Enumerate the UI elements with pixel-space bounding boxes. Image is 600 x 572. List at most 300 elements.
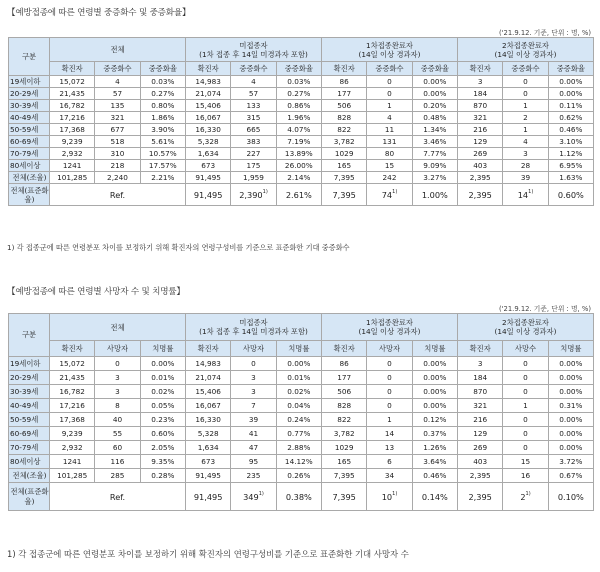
cell: 14,983: [186, 76, 231, 88]
subheader: 확진자: [322, 341, 367, 357]
cell: 0.00%: [412, 76, 457, 88]
row-label: 40-49세: [9, 112, 50, 124]
subheader: 중증화수: [231, 62, 276, 76]
table-row: [9, 427, 594, 441]
cell: 16: [503, 469, 548, 483]
cell: 3: [458, 76, 503, 88]
cell: 0.14%: [412, 483, 457, 511]
cell: 0.00%: [140, 357, 185, 371]
subheader: 사망수: [503, 341, 548, 357]
cell: 2,395: [458, 469, 503, 483]
cell: 7,395: [322, 469, 367, 483]
table-row: [9, 385, 594, 399]
cell: 2: [503, 112, 548, 124]
cell: 6.95%: [548, 160, 593, 172]
cell: 0.01%: [276, 371, 321, 385]
cell: 1,634: [186, 148, 231, 160]
cell: 673: [186, 160, 231, 172]
cell: 1.96%: [276, 112, 321, 124]
subheader: 중증화율: [412, 62, 457, 76]
cell: 0.00%: [548, 413, 593, 427]
header-group-total: 전체: [50, 38, 186, 62]
cell: 2.05%: [140, 441, 185, 455]
cell: 9,239: [50, 136, 95, 148]
cell: 21,074: [186, 88, 231, 100]
row-label: 80세이상: [9, 160, 50, 172]
cell: 74$^{1)}$: [367, 184, 412, 206]
row-label: 60-69세: [9, 136, 50, 148]
cell: 131: [367, 136, 412, 148]
cell: 0.31%: [548, 399, 593, 413]
cell: 218: [95, 160, 140, 172]
cell: 1,959: [231, 172, 276, 184]
cell: 506: [322, 385, 367, 399]
cell: 13.89%: [276, 148, 321, 160]
cell: 0.04%: [276, 399, 321, 413]
table-row: [9, 88, 594, 100]
header-group-unvaccinated: 미접종자 (1차 접종 후 14일 미경과자 포함): [186, 314, 322, 341]
cell: 3.10%: [548, 136, 593, 148]
subheader: 사망자: [367, 341, 412, 357]
cell: 4.07%: [276, 124, 321, 136]
cell: 0.60%: [140, 427, 185, 441]
cell: 175: [231, 160, 276, 172]
cell: 0.27%: [140, 88, 185, 100]
cell: 2.14%: [276, 172, 321, 184]
cell: 0: [503, 371, 548, 385]
cell: 0.11%: [548, 100, 593, 112]
section2-title: 【예방접종에 따른 연령별 사망자 수 및 치명률】: [7, 287, 185, 297]
subheader: 치명률: [276, 341, 321, 357]
row-label: 40-49세: [9, 399, 50, 413]
cell: 0: [95, 357, 140, 371]
cell: 0: [367, 385, 412, 399]
subheader: 치명률: [548, 341, 593, 357]
cell: 0: [503, 385, 548, 399]
cell: 0: [503, 427, 548, 441]
row-label: 20-29세: [9, 88, 50, 100]
cell: 0.26%: [276, 469, 321, 483]
cell: 403: [458, 160, 503, 172]
cell: 1241: [50, 455, 95, 469]
cell: 17,216: [50, 112, 95, 124]
fatality-table: [8, 313, 594, 511]
cell: 0.77%: [276, 427, 321, 441]
cell: 91,495: [186, 469, 231, 483]
cell: 0.80%: [140, 100, 185, 112]
cell: 14,983: [186, 357, 231, 371]
cell: 0.02%: [276, 385, 321, 399]
cell: 165: [322, 160, 367, 172]
cell: 55: [95, 427, 140, 441]
cell: 2,395: [458, 184, 503, 206]
cell: 177: [322, 88, 367, 100]
cell: 227: [231, 148, 276, 160]
cell: 15,406: [186, 100, 231, 112]
header-group-first-dose: 1차접종완료자 (14일 이상 경과자): [322, 38, 458, 62]
cell: 506: [322, 100, 367, 112]
row-label: 80세이상: [9, 455, 50, 469]
ref-cell: Ref.: [50, 184, 186, 206]
cell: 6: [367, 455, 412, 469]
cell: 16,067: [186, 399, 231, 413]
row-label: 19세이하: [9, 357, 50, 371]
fatality-table-body: [9, 357, 594, 469]
cell: 2,395: [458, 172, 503, 184]
cell: 3,782: [322, 136, 367, 148]
table-row: [9, 148, 594, 160]
cell: 0: [503, 441, 548, 455]
subheader: 확진자: [458, 341, 503, 357]
cell: 3: [231, 371, 276, 385]
row-label: 50-59세: [9, 413, 50, 427]
cell: 1: [367, 100, 412, 112]
cell: 0.03%: [276, 76, 321, 88]
cell: 7,395: [322, 172, 367, 184]
subheader: 확진자: [322, 62, 367, 76]
cell: 822: [322, 124, 367, 136]
cell: 15: [503, 455, 548, 469]
table-row-standardized: [9, 184, 594, 206]
cell: 673: [186, 455, 231, 469]
table-row: [9, 399, 594, 413]
subheader: 사망자: [95, 341, 140, 357]
cell: 518: [95, 136, 140, 148]
cell: 4: [231, 76, 276, 88]
cell: 0.60%: [548, 184, 593, 206]
cell: 0.37%: [412, 427, 457, 441]
cell: 2.61%: [276, 184, 321, 206]
row-label: 60-69세: [9, 427, 50, 441]
row-label: 50-59세: [9, 124, 50, 136]
cell: 2,932: [50, 441, 95, 455]
row-label: 70-79세: [9, 441, 50, 455]
cell: 321: [458, 399, 503, 413]
subheader: 중증화수: [367, 62, 412, 76]
cell: 383: [231, 136, 276, 148]
cell: 14.12%: [276, 455, 321, 469]
cell: 0: [503, 76, 548, 88]
cell: 2$^{1)}$: [503, 483, 548, 511]
cell: 129: [458, 136, 503, 148]
cell: 16,330: [186, 124, 231, 136]
cell: 0.00%: [548, 76, 593, 88]
header-group-second-dose: 2차접종완료자 (14일 이상 경과자): [458, 314, 594, 341]
cell: 135: [95, 100, 140, 112]
table-row: [9, 357, 594, 371]
cell: 86: [322, 357, 367, 371]
cell: 4: [367, 112, 412, 124]
cell: 1029: [322, 441, 367, 455]
cell: 0.28%: [140, 469, 185, 483]
cell: 2,932: [50, 148, 95, 160]
table-row: [9, 413, 594, 427]
cell: 165: [322, 455, 367, 469]
cell: 1: [503, 399, 548, 413]
cell: 0.86%: [276, 100, 321, 112]
cell: 0.05%: [140, 399, 185, 413]
table-row-standardized: [9, 483, 594, 511]
cell: 57: [95, 88, 140, 100]
cell: 101,285: [50, 172, 95, 184]
cell: 0.02%: [140, 385, 185, 399]
cell: 242: [367, 172, 412, 184]
cell: 1: [503, 124, 548, 136]
subheader: 확진자: [50, 341, 95, 357]
cell: 17,368: [50, 413, 95, 427]
cell: 39: [503, 172, 548, 184]
cell: 285: [95, 469, 140, 483]
cell: 57: [231, 88, 276, 100]
cell: 7.19%: [276, 136, 321, 148]
header-group-first-dose: 1차접종완료자 (14일 이상 경과자): [322, 314, 458, 341]
cell: 0.46%: [412, 469, 457, 483]
header-category: 구분: [9, 38, 50, 76]
cell: 101,285: [50, 469, 95, 483]
subheader: 치명률: [412, 341, 457, 357]
subheader: 중증화수: [95, 62, 140, 76]
cell: 16,067: [186, 112, 231, 124]
cell: 11: [367, 124, 412, 136]
cell: 0.00%: [412, 385, 457, 399]
subheader: 중증화율: [140, 62, 185, 76]
section1-unit-note: ('21.9.12. 기준, 단위 : 명, %): [499, 29, 591, 37]
cell: 133: [231, 100, 276, 112]
cell: 0.38%: [276, 483, 321, 511]
cell: 3.46%: [412, 136, 457, 148]
cell: 5,328: [186, 427, 231, 441]
cell: 0.00%: [276, 357, 321, 371]
row-label: 전체(표준화율): [9, 483, 50, 511]
cell: 216: [458, 413, 503, 427]
cell: 184: [458, 371, 503, 385]
cell: 21,435: [50, 371, 95, 385]
cell: 1.00%: [412, 184, 457, 206]
cell: 0.00%: [412, 88, 457, 100]
subheader: 확진자: [50, 62, 95, 76]
cell: 0.00%: [548, 88, 593, 100]
cell: 4: [95, 76, 140, 88]
cell: 3.90%: [140, 124, 185, 136]
cell: 1.34%: [412, 124, 457, 136]
cell: 60: [95, 441, 140, 455]
header-group-total: 전체: [50, 314, 186, 341]
table-row: [9, 455, 594, 469]
cell: 269: [458, 148, 503, 160]
cell: 0: [367, 371, 412, 385]
cell: 26.00%: [276, 160, 321, 172]
cell: 28: [503, 160, 548, 172]
cell: 870: [458, 100, 503, 112]
table-row: [9, 371, 594, 385]
cell: 0.00%: [548, 371, 593, 385]
table-row: [9, 100, 594, 112]
subheader: 사망자: [231, 341, 276, 357]
cell: 95: [231, 455, 276, 469]
cell: 216: [458, 124, 503, 136]
table-row-total: [9, 469, 594, 483]
cell: 0: [503, 413, 548, 427]
cell: 129: [458, 427, 503, 441]
table-row: [9, 112, 594, 124]
row-label: 전체(조율): [9, 469, 50, 483]
cell: 13: [367, 441, 412, 455]
cell: 0.62%: [548, 112, 593, 124]
cell: 1: [503, 100, 548, 112]
cell: 3,782: [322, 427, 367, 441]
cell: 16,782: [50, 385, 95, 399]
cell: 3: [95, 385, 140, 399]
cell: 184: [458, 88, 503, 100]
cell: 91,495: [186, 184, 231, 206]
cell: 10$^{1)}$: [367, 483, 412, 511]
header-group-second-dose: 2차접종완료자 (14일 이상 경과자): [458, 38, 594, 62]
cell: 4: [503, 136, 548, 148]
cell: 2,395: [458, 483, 503, 511]
cell: 17.57%: [140, 160, 185, 172]
cell: 15,072: [50, 76, 95, 88]
cell: 0.00%: [412, 357, 457, 371]
cell: 269: [458, 441, 503, 455]
cell: 91,495: [186, 483, 231, 511]
cell: 1.12%: [548, 148, 593, 160]
cell: 9.35%: [140, 455, 185, 469]
cell: 0.00%: [548, 441, 593, 455]
cell: 1: [367, 413, 412, 427]
cell: 0: [367, 399, 412, 413]
cell: 0.00%: [548, 357, 593, 371]
cell: 3: [95, 371, 140, 385]
cell: 15,406: [186, 385, 231, 399]
cell: 177: [322, 371, 367, 385]
section2-footnote: 1) 각 접종군에 따른 연령분포 차이를 보정하기 위해 확진자의 연령구성비를 기준으로 표준화한 기대 사망자 수: [7, 549, 409, 559]
cell: 116: [95, 455, 140, 469]
cell: 41: [231, 427, 276, 441]
cell: 3.64%: [412, 455, 457, 469]
cell: 665: [231, 124, 276, 136]
cell: 3: [231, 385, 276, 399]
cell: 80: [367, 148, 412, 160]
header-group-unvaccinated: 미접종자 (1차 접종 후 14일 미경과자 포함): [186, 38, 322, 62]
table-row: [9, 441, 594, 455]
header-category: 구분: [9, 314, 50, 357]
cell: 870: [458, 385, 503, 399]
cell: 34: [367, 469, 412, 483]
cell: 16,330: [186, 413, 231, 427]
cell: 2,240: [95, 172, 140, 184]
cell: 1.26%: [412, 441, 457, 455]
cell: 21,435: [50, 88, 95, 100]
cell: 0.67%: [548, 469, 593, 483]
cell: 0.00%: [412, 399, 457, 413]
cell: 21,074: [186, 371, 231, 385]
table-row: [9, 160, 594, 172]
cell: 0.00%: [548, 385, 593, 399]
subheader: 중증화율: [548, 62, 593, 76]
cell: 349$^{1)}$: [231, 483, 276, 511]
table-row: [9, 124, 594, 136]
cell: 0.27%: [276, 88, 321, 100]
cell: 0.24%: [276, 413, 321, 427]
severity-table-body: [9, 76, 594, 172]
cell: 403: [458, 455, 503, 469]
cell: 677: [95, 124, 140, 136]
cell: 2.21%: [140, 172, 185, 184]
cell: 0.03%: [140, 76, 185, 88]
cell: 0: [503, 357, 548, 371]
cell: 39: [231, 413, 276, 427]
cell: 828: [322, 399, 367, 413]
cell: 40: [95, 413, 140, 427]
section1-title: 【예방접종에 따른 연령별 중증화수 및 중증화율】: [7, 8, 191, 18]
cell: 14$^{1)}$: [503, 184, 548, 206]
subheader: 치명률: [140, 341, 185, 357]
cell: 315: [231, 112, 276, 124]
cell: 0: [367, 76, 412, 88]
cell: 321: [95, 112, 140, 124]
cell: 0.00%: [412, 371, 457, 385]
cell: 5,328: [186, 136, 231, 148]
cell: 15,072: [50, 357, 95, 371]
cell: 2.88%: [276, 441, 321, 455]
cell: 310: [95, 148, 140, 160]
cell: 0: [367, 357, 412, 371]
cell: 10.57%: [140, 148, 185, 160]
subheader: 중증화수: [503, 62, 548, 76]
cell: 0.23%: [140, 413, 185, 427]
cell: 3: [458, 357, 503, 371]
section1-footnote: 1) 각 접종군에 따른 연령분포 차이를 보정하기 위해 확진자의 연령구성비를 기준으로 표준화한 기대 중증화수: [7, 243, 350, 252]
cell: 0.12%: [412, 413, 457, 427]
cell: 0.46%: [548, 124, 593, 136]
cell: 86: [322, 76, 367, 88]
cell: 7,395: [322, 184, 367, 206]
cell: 15: [367, 160, 412, 172]
cell: 1029: [322, 148, 367, 160]
row-label: 19세이하: [9, 76, 50, 88]
cell: 235: [231, 469, 276, 483]
cell: 0: [367, 88, 412, 100]
cell: 9.09%: [412, 160, 457, 172]
ref-cell: Ref.: [50, 483, 186, 511]
cell: 91,495: [186, 172, 231, 184]
cell: 321: [458, 112, 503, 124]
table-row: [9, 76, 594, 88]
cell: 7: [231, 399, 276, 413]
cell: 8: [95, 399, 140, 413]
row-label: 전체(표준화율): [10, 185, 49, 204]
cell: 9,239: [50, 427, 95, 441]
cell: 0.01%: [140, 371, 185, 385]
cell: 5.61%: [140, 136, 185, 148]
cell: 1241: [50, 160, 95, 172]
row-label: 20-29세: [9, 371, 50, 385]
cell: 0.00%: [548, 427, 593, 441]
row-label: 70-79세: [9, 148, 50, 160]
cell: 17,368: [50, 124, 95, 136]
cell: 14: [367, 427, 412, 441]
cell: 0: [231, 357, 276, 371]
cell: 0.20%: [412, 100, 457, 112]
cell: 1,634: [186, 441, 231, 455]
table-row-total: [9, 172, 594, 184]
cell: 0: [503, 88, 548, 100]
row-label: 30-39세: [9, 385, 50, 399]
cell: 7,395: [322, 483, 367, 511]
cell: 828: [322, 112, 367, 124]
cell: 3.72%: [548, 455, 593, 469]
cell: 3.27%: [412, 172, 457, 184]
